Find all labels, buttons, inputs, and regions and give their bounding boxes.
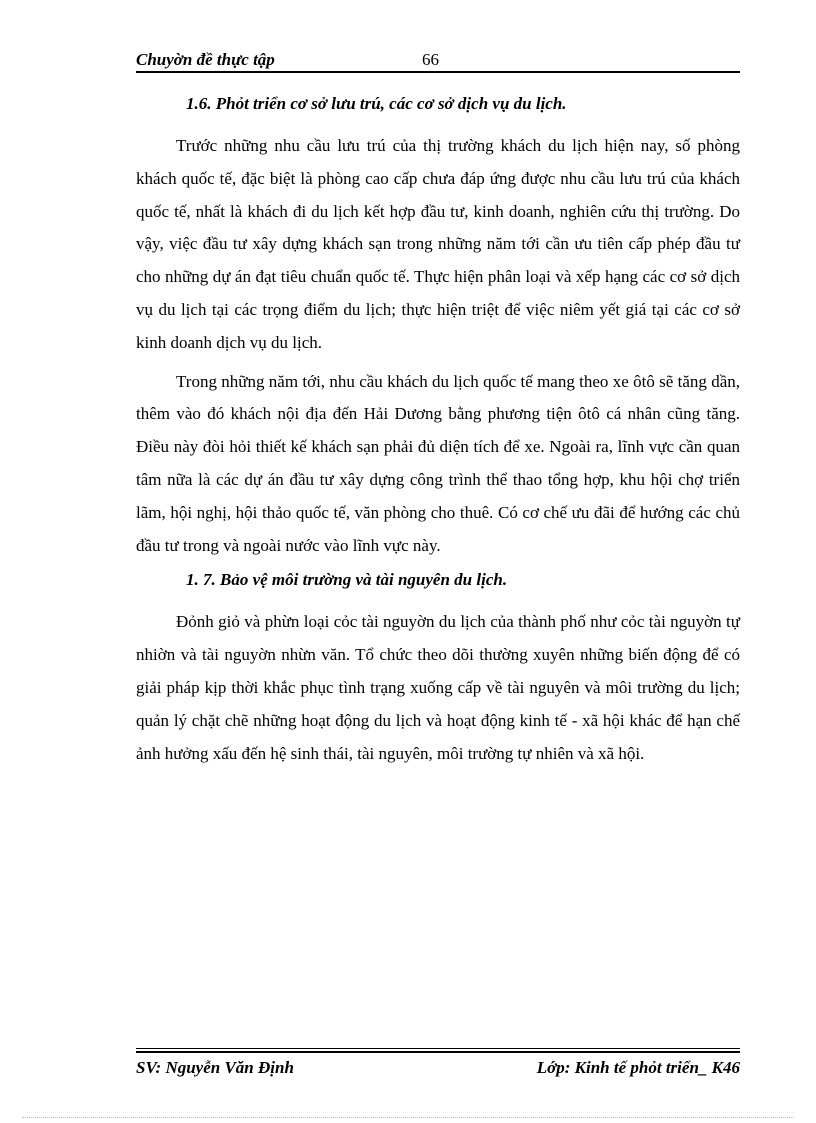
footer-class: Lớp: Kinh tế phỏt triển_ K46 xyxy=(536,1058,740,1077)
header-title: Chuyờn đề thực tập xyxy=(136,50,275,69)
footer-student: SV: Nguyễn Văn Định xyxy=(136,1058,294,1077)
section-heading-1-7: 1. 7. Bảo vệ môi trường và tài nguyên du lịch. xyxy=(186,570,508,590)
page-header xyxy=(136,48,740,72)
page-footer xyxy=(136,1048,740,1078)
page-edge-divider xyxy=(22,1117,794,1118)
paragraph: Đỏnh giỏ và phừn loại cỏc tài nguyờn du lịch của thành phố như cỏc tài nguyờn tự nhiờn và tài nguyờn nhừn văn. Tổ chức theo dõi thường xuyên những biến động để có giải pháp kịp thời khắc phục tình trạng xuống cấp về tài nguyên và môi trường du lịch; quản lý chặt chẽ những hoạt động du lịch và hoạt động kinh tế - xã hội khác để hạn chế ảnh hưởng xấu đến hệ sinh thái, tài nguyên, môi trường tự nhiên và xã hội. xyxy=(136,612,740,763)
document-body xyxy=(136,92,740,776)
page-number: 66 xyxy=(422,50,439,69)
paragraph: Trong những năm tới, nhu cầu khách du lịch quốc tế mang theo xe ôtô sẽ tăng dần, thêm vào đó khách nội địa đến Hải Dương bằng phương tiện ôtô cá nhân cũng tăng. Điều này đòi hỏi thiết kế khách sạn phải đủ diện tích để xe. Ngoài ra, lĩnh vực cần quan tâm nữa là các dự án đầu tư xây dựng công trình thể thao tổng hợp, khu hội chợ triển lãm, hội nghị, hội thảo quốc tế, văn phòng cho thuê. Có cơ chế ưu đãi để hướng các chủ đầu tư trong và ngoài nước vào lĩnh vực này. xyxy=(136,371,740,555)
paragraph: Trước những nhu cầu lưu trú của thị trường khách du lịch hiện nay, số phòng khách quốc tế, đặc biệt là phòng cao cấp chưa đáp ứng được nhu cầu lưu trú của khách quốc tế, nhất là khách đi du lịch kết hợp đầu tư, kinh doanh, nghiên cứu thị trường. Do vậy, việc đầu tư xây dựng khách sạn trong những năm tới cần ưu tiên cấp phép đầu tư cho những dự án đạt tiêu chuẩn quốc tế. Thực hiện phân loại và xếp hạng các cơ sở dịch vụ du lịch tại các trọng điểm du lịch; thực hiện triệt để việc niêm yết giá tại các cơ sở kinh doanh dịch vụ du lịch. xyxy=(136,136,740,352)
footer-divider xyxy=(136,1051,740,1053)
footer-divider xyxy=(136,1048,740,1049)
header-divider xyxy=(136,71,740,73)
section-heading-1-6: 1.6. Phỏt triển cơ sở lưu trú, các cơ sở dịch vụ du lịch. xyxy=(186,94,567,113)
